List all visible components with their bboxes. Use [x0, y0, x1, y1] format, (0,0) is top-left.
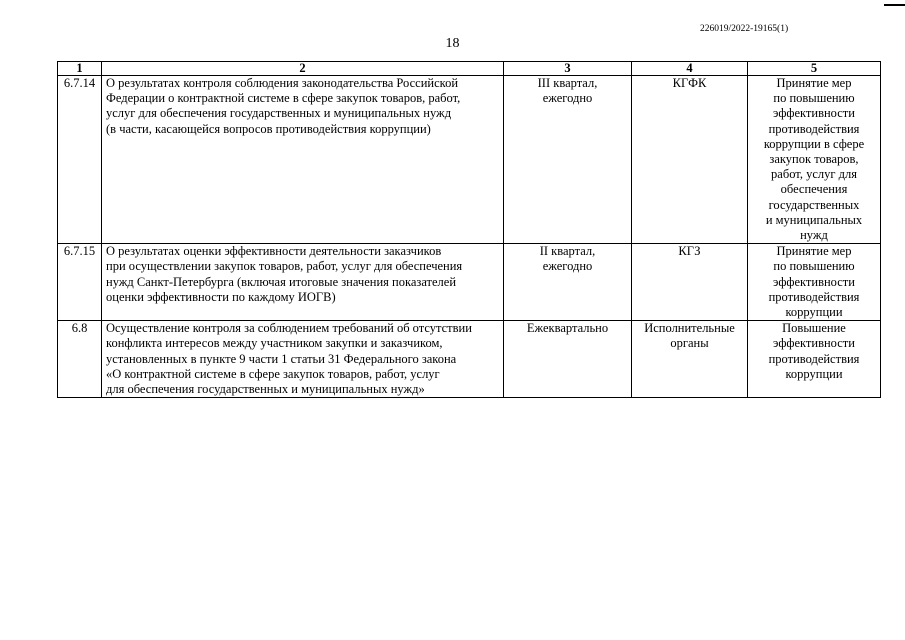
- item-number: 6.7.15: [58, 244, 102, 321]
- item-period: II квартал, ежегодно: [504, 244, 632, 321]
- column-header: 2: [102, 62, 504, 76]
- document-number: 226019/2022-19165(1): [700, 24, 789, 34]
- item-result: Повышение эффективности противодействия коррупции: [748, 321, 881, 398]
- column-header: 1: [58, 62, 102, 76]
- table-header-row: [58, 62, 881, 76]
- item-executor: КГЗ: [632, 244, 748, 321]
- item-period: Ежеквартально: [504, 321, 632, 398]
- item-number: 6.8: [58, 321, 102, 398]
- item-result: Принятие мер по повышению эффективности противодействия коррупции в сфере закупок товаров, работ, услуг для обеспечения государственных и муниципальных нужд: [748, 76, 881, 244]
- item-description: Осуществление контроля за соблюдением требований об отсутствии конфликта интересов между участником закупки и заказчиком, установленных в пункте 9 части 1 статьи 31 Федерального закона «О контрактной системе в сфере закупок товаров, работ, услуг для обеспечения государственных и муниципальных нужд»: [102, 321, 504, 398]
- item-executor: КГФК: [632, 76, 748, 244]
- table-row: [58, 244, 881, 321]
- column-header: 4: [632, 62, 748, 76]
- page-edge-mark: [884, 4, 905, 6]
- item-description: О результатах оценки эффективности деятельности заказчиков при осуществлении закупок товаров, работ, услуг для обеспечения нужд Санкт-Петербурга (включая итоговые значения показателей оценки эффективности по каждому ИОГВ): [102, 244, 504, 321]
- item-number: 6.7.14: [58, 76, 102, 244]
- page-number: 18: [445, 36, 460, 51]
- item-description: О результатах контроля соблюдения законодательства Российской Федерации о контрактной системе в сфере закупок товаров, работ, услуг для обеспечения государственных и муниципальных нужд (в части, касающейся вопросов противодействия коррупции): [102, 76, 504, 244]
- measures-table: [57, 61, 881, 398]
- column-header: 3: [504, 62, 632, 76]
- table-row: [58, 76, 881, 244]
- item-period: III квартал, ежегодно: [504, 76, 632, 244]
- item-result: Принятие мер по повышению эффективности противодействия коррупции: [748, 244, 881, 321]
- table-row: [58, 321, 881, 398]
- column-header: 5: [748, 62, 881, 76]
- item-executor: Исполнительные органы: [632, 321, 748, 398]
